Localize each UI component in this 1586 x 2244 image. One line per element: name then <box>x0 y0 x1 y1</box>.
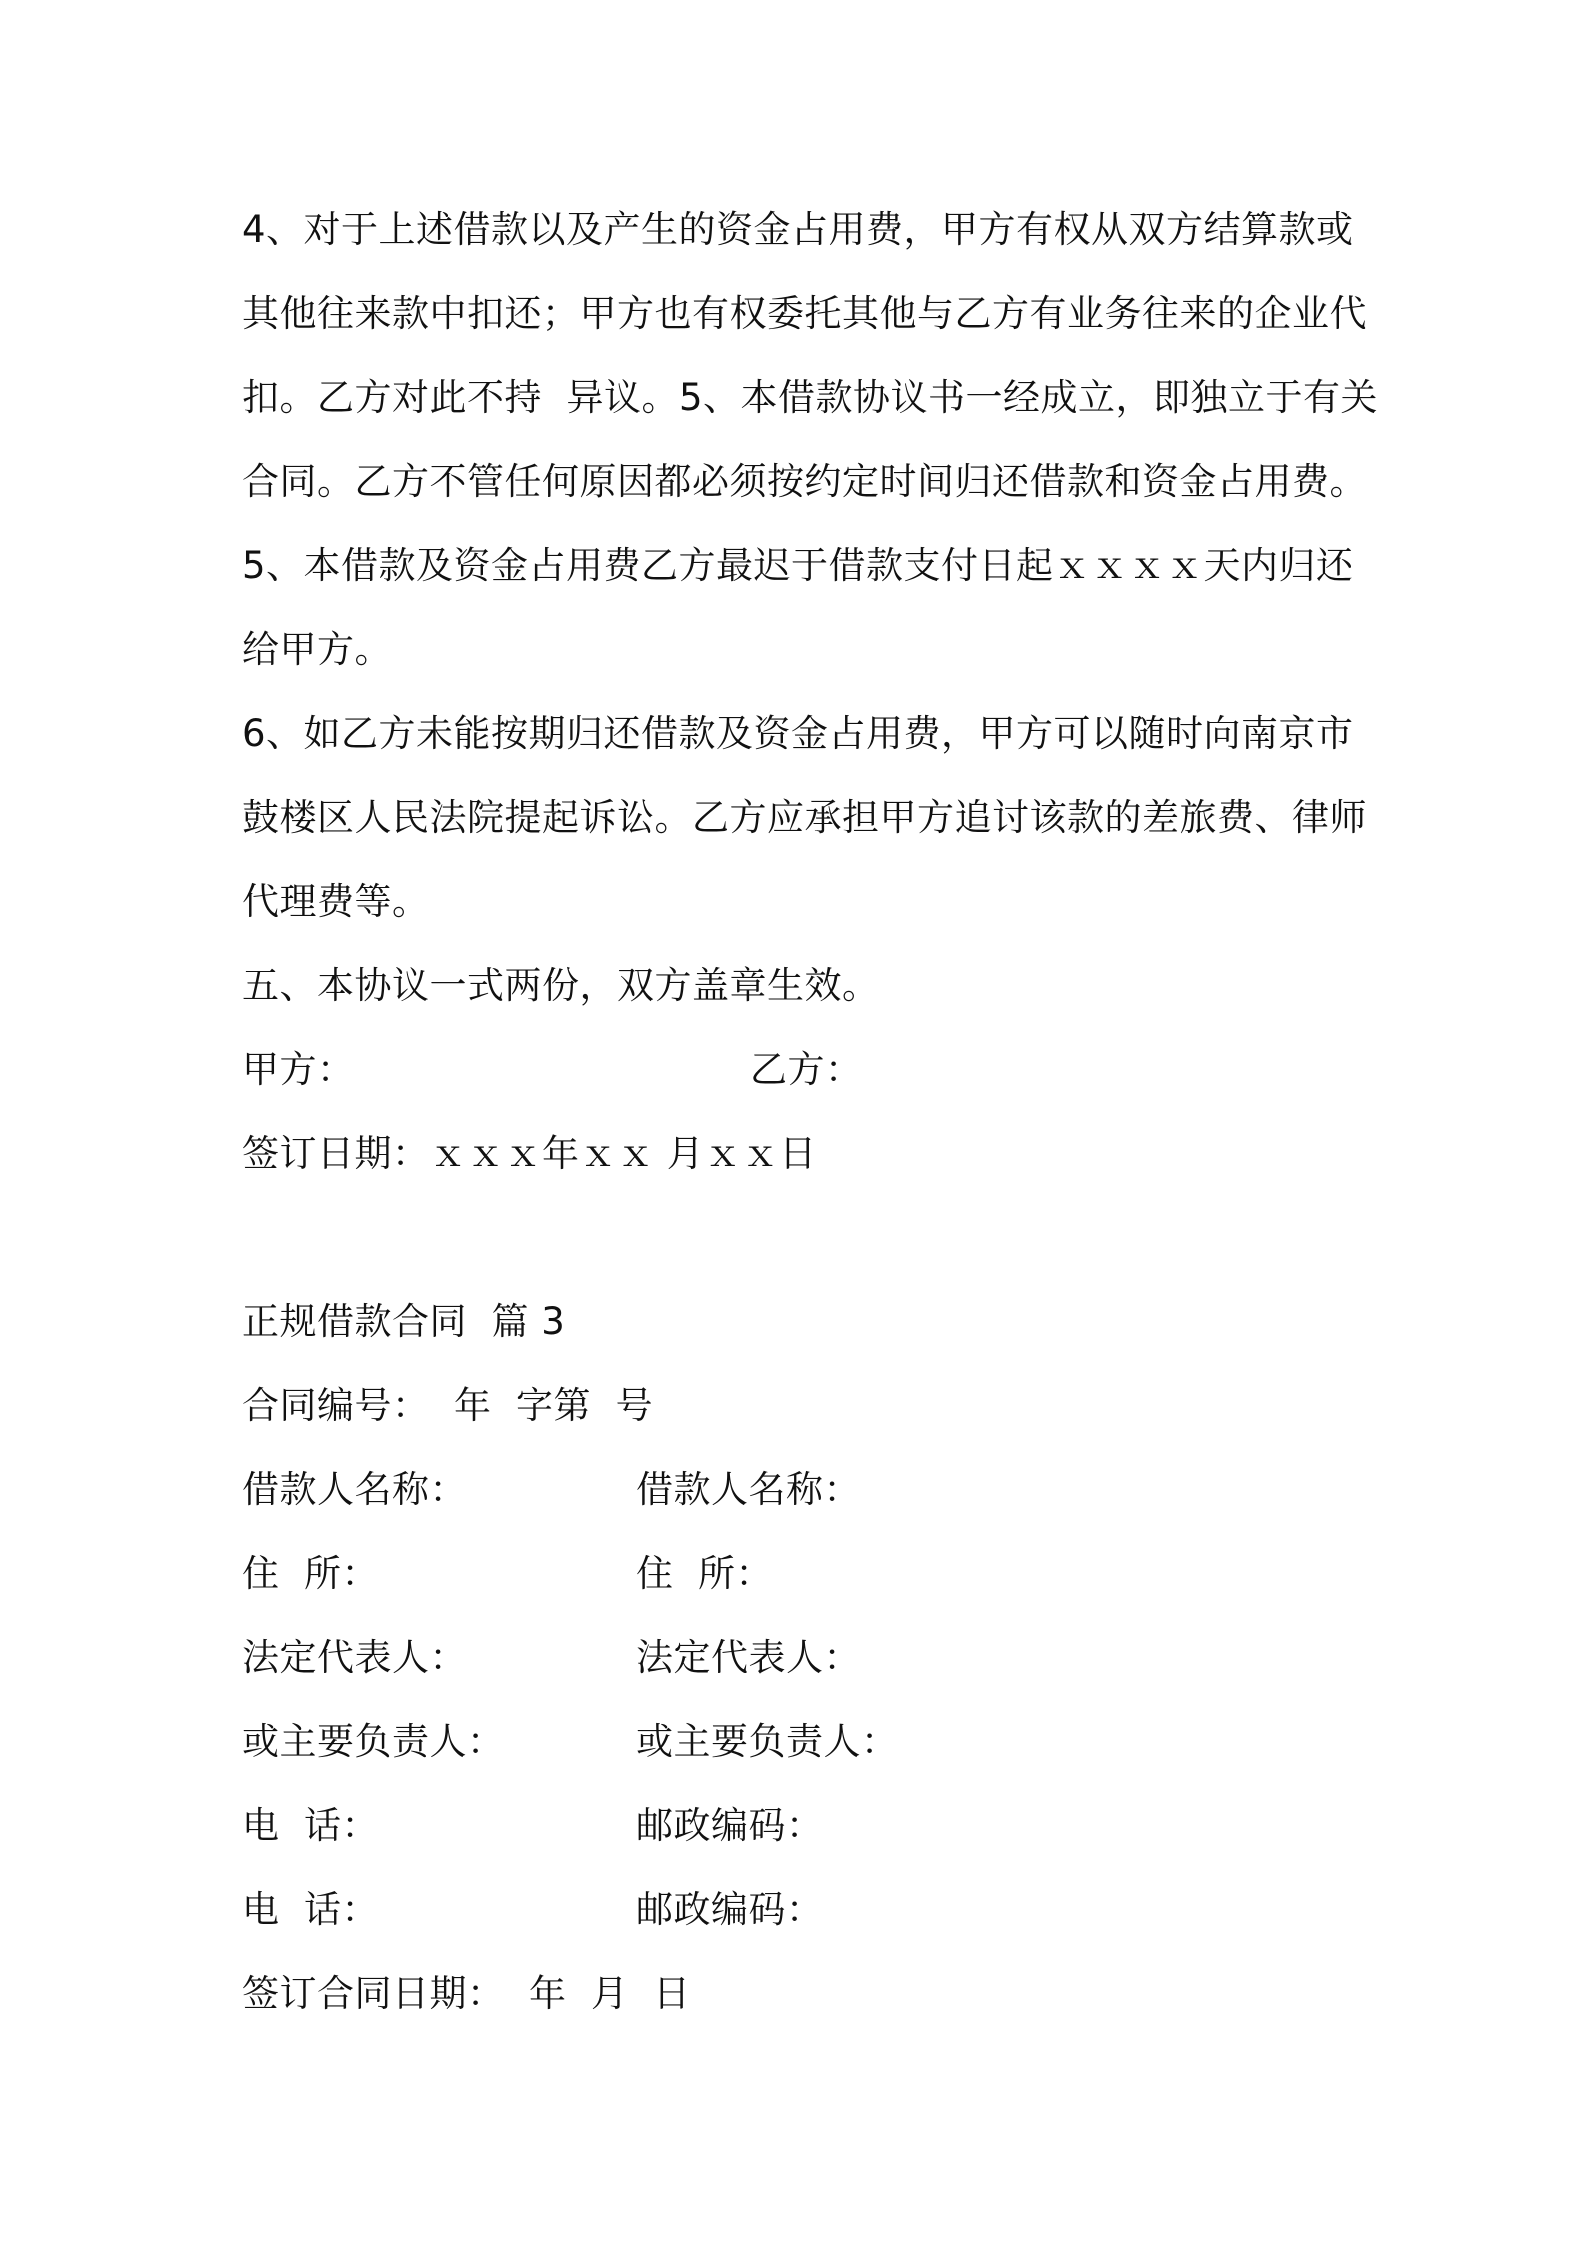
party-a-label: 甲方： <box>242 1048 355 1091</box>
clause-4-line-1: 4、对于上述借款以及产生的资金占用费，甲方有权从双方结算款或 <box>242 208 1354 251</box>
clause-4-line-3: 扣。乙方对此不持 异议。5、本借款协议书一经成立，即独立于有关 <box>242 376 1379 419</box>
contract-3-title: 正规借款合同 篇 3 <box>242 1300 566 1343</box>
legal-rep-right: 法定代表人： <box>636 1636 861 1679</box>
clause-4-line-4: 合同。乙方不管任何原因都必须按约定时间归还借款和资金占用费。 <box>242 460 1367 503</box>
clause-6-line-1: 6、如乙方未能按期归还借款及资金占用费，甲方可以随时向南京市 <box>242 712 1354 755</box>
clause-five: 五、本协议一式两份，双方盖章生效。 <box>242 964 880 1007</box>
signing-date: 签订日期：ｘｘｘ年ｘｘ 月ｘｘ日 <box>242 1132 817 1175</box>
clause-6-line-2: 鼓楼区人民法院提起诉讼。乙方应承担甲方追讨该款的差旅费、律师 <box>242 796 1367 839</box>
contract-number: 合同编号： 年 字第 号 <box>242 1384 654 1427</box>
principal-left: 或主要负责人： <box>242 1720 505 1763</box>
legal-rep-left: 法定代表人： <box>242 1636 467 1679</box>
clause-4-line-2: 其他往来款中扣还；甲方也有权委托其他与乙方有业务往来的企业代 <box>242 292 1367 335</box>
borrower-name-left: 借款人名称： <box>242 1468 467 1511</box>
address-right: 住 所： <box>636 1552 774 1595</box>
address-left: 住 所： <box>242 1552 380 1595</box>
clause-6-line-3: 代理费等。 <box>242 880 430 923</box>
clause-5-line-2: 给甲方。 <box>242 628 392 671</box>
postcode-right-1: 邮政编码： <box>636 1804 824 1847</box>
phone-left-2: 电 话： <box>242 1888 380 1931</box>
borrower-name-right: 借款人名称： <box>636 1468 861 1511</box>
phone-left-1: 电 话： <box>242 1804 380 1847</box>
principal-right: 或主要负责人： <box>636 1720 899 1763</box>
clause-5-line-1: 5、本借款及资金占用费乙方最迟于借款支付日起ｘｘｘｘ天内归还 <box>242 544 1354 587</box>
postcode-right-2: 邮政编码： <box>636 1888 824 1931</box>
party-b-label: 乙方： <box>750 1048 863 1091</box>
contract-sign-date: 签订合同日期： 年 月 日 <box>242 1972 691 2015</box>
